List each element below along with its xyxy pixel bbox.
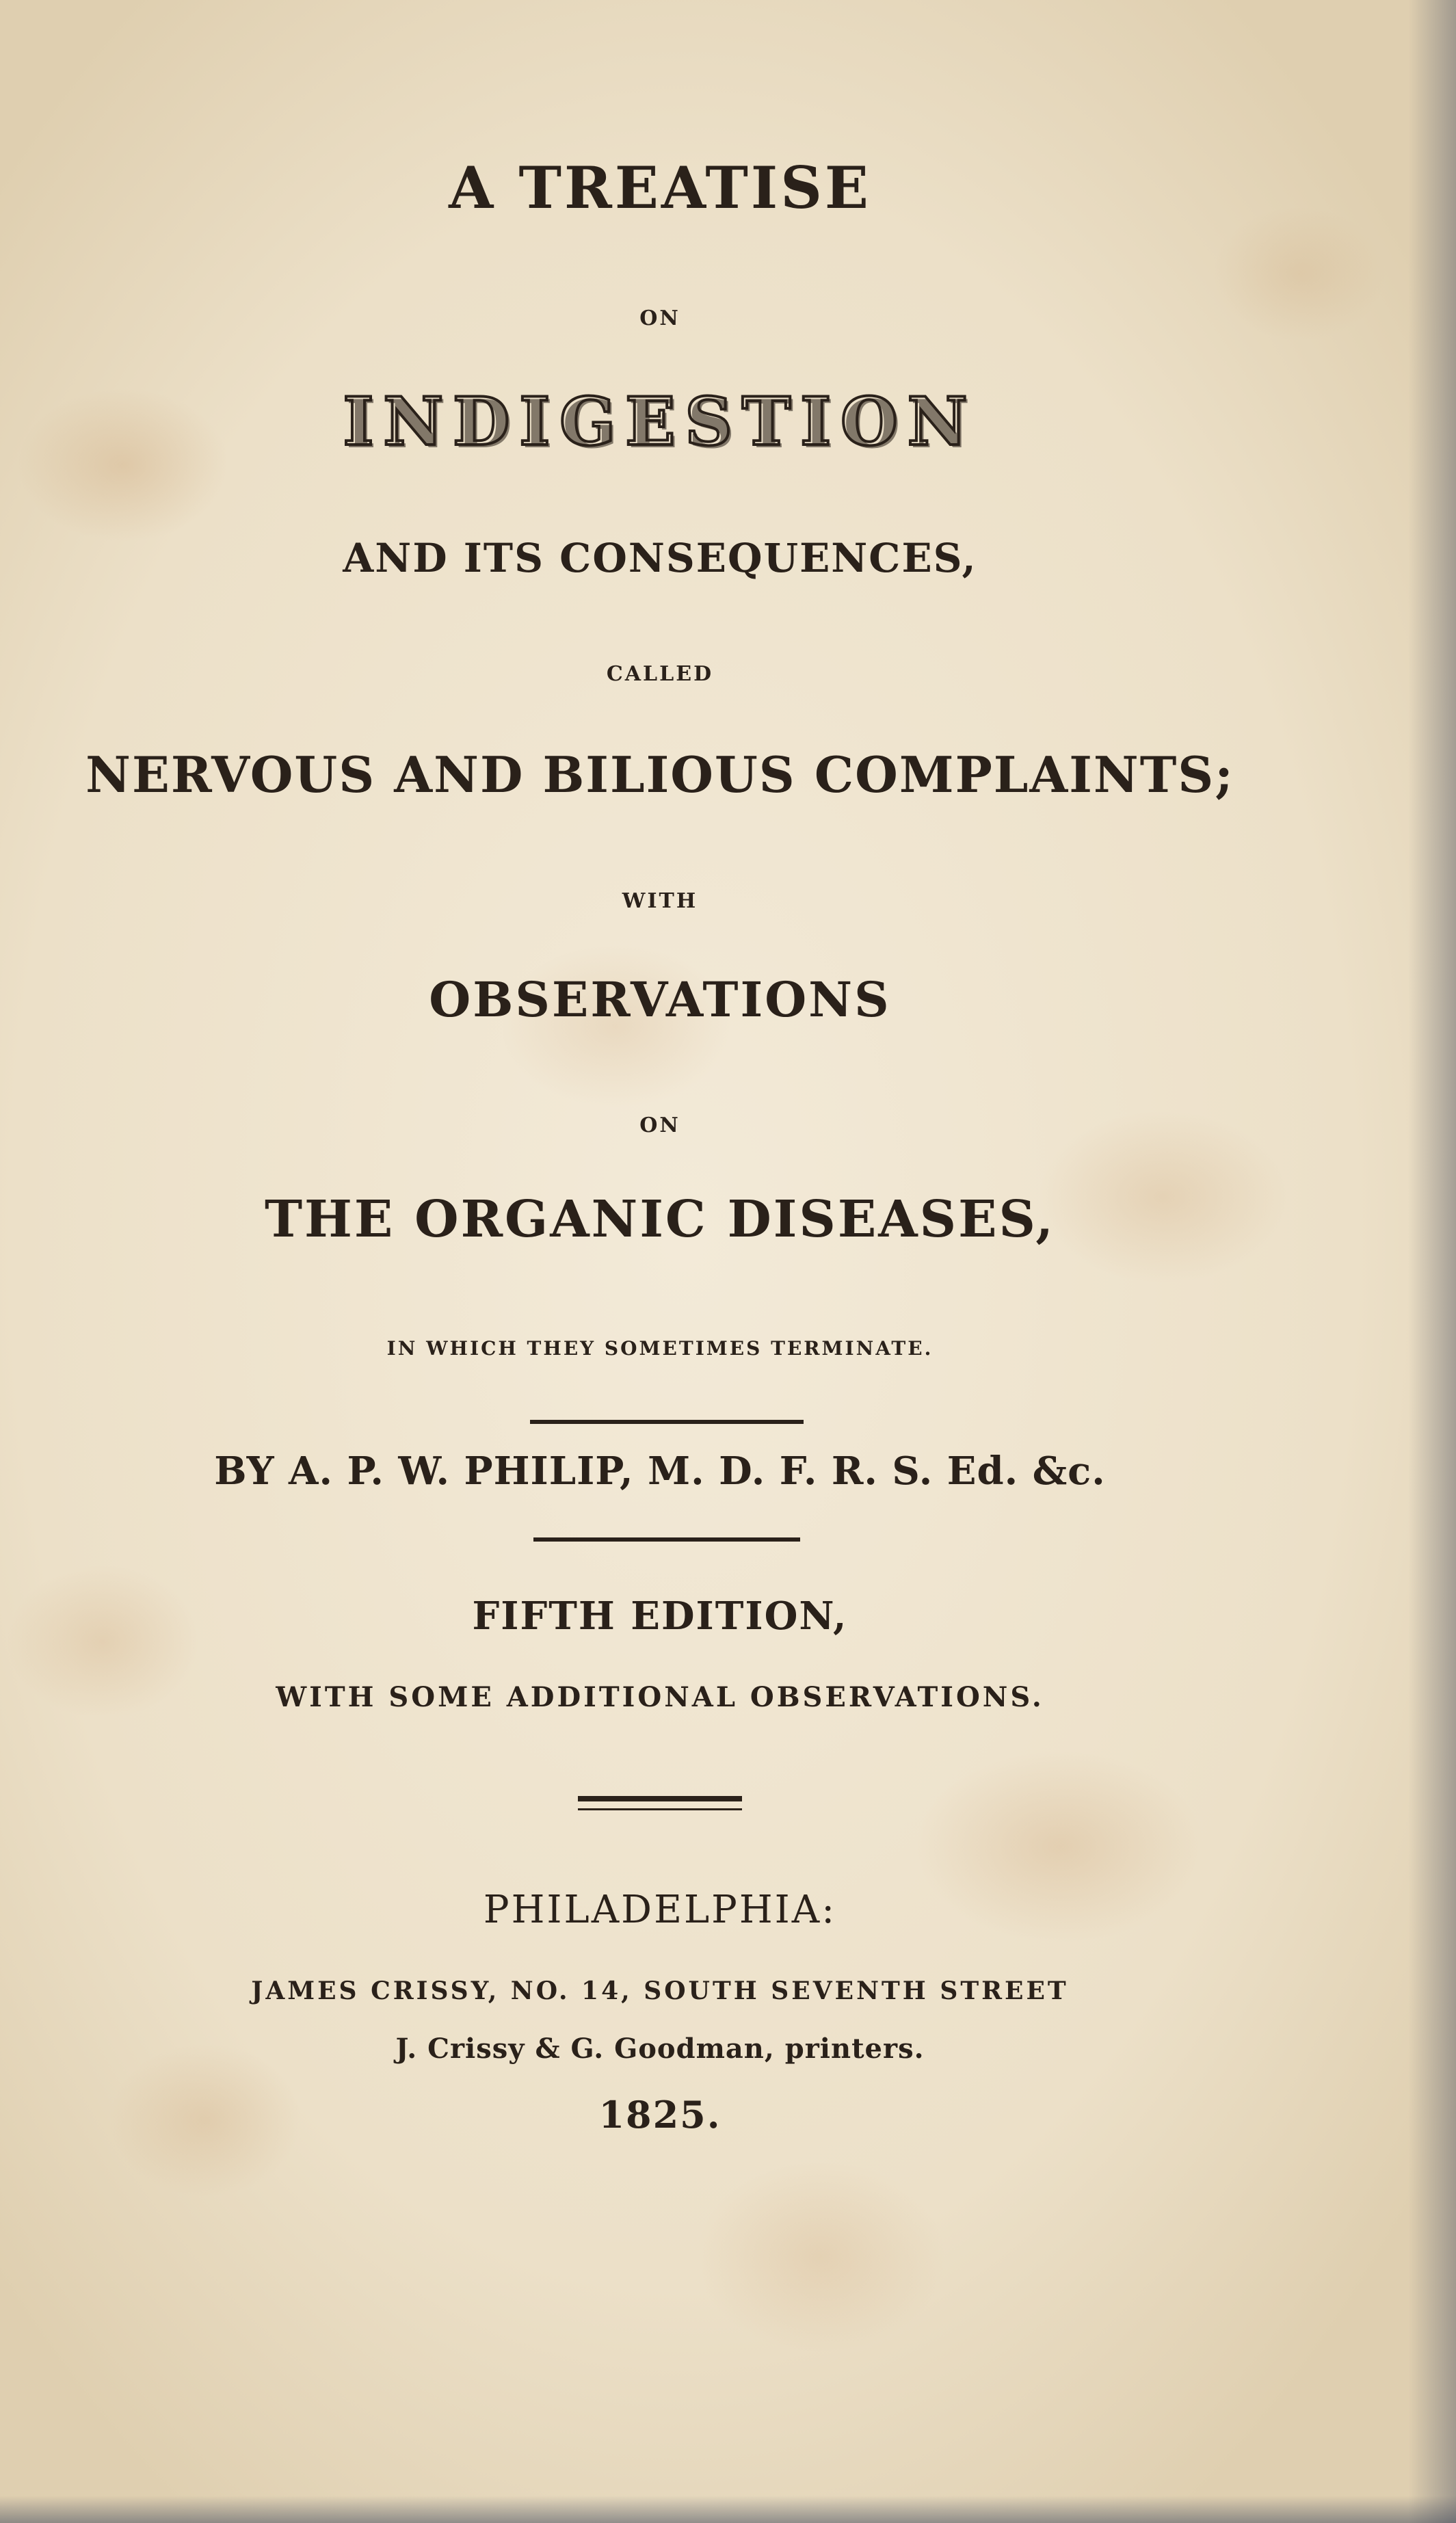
book-subject: INDIGESTION [343, 383, 977, 460]
author-line: BY A. P. W. PHILIP, M. D. F. R. S. Ed. &c. [214, 1449, 1106, 1494]
book-title: A TREATISE [449, 154, 871, 222]
connector-on: ON [639, 306, 680, 330]
imprint-publisher: JAMES CRISSY, NO. 14, SOUTH SEVENTH STREET [251, 1977, 1069, 2005]
double-rule-thin [578, 1808, 742, 1810]
double-rule-thick [578, 1796, 742, 1801]
subtitle-complaints: NERVOUS AND BILIOUS COMPLAINTS; [85, 745, 1234, 804]
divider-rule-bottom [533, 1537, 800, 1542]
additional-observations-line: WITH SOME ADDITIONAL OBSERVATIONS. [276, 1681, 1044, 1713]
connector-on-2: ON [639, 1113, 680, 1137]
connector-with: WITH [622, 889, 698, 913]
imprint-city: PHILADELPHIA: [483, 1888, 837, 1932]
page-bottom-edge [0, 2496, 1456, 2523]
divider-rule-top [530, 1420, 804, 1424]
subtitle-terminate: IN WHICH THEY SOMETIMES TERMINATE. [386, 1337, 934, 1360]
subtitle-diseases: THE ORGANIC DISEASES, [264, 1190, 1056, 1249]
imprint-year: 1825. [598, 2093, 722, 2137]
imprint-printers: J. Crissy & G. Goodman, printers. [395, 2033, 925, 2065]
book-spine-edge [1408, 0, 1456, 2523]
connector-called: CALLED [606, 662, 714, 686]
edition-line: FIFTH EDITION, [472, 1594, 848, 1639]
subtitle-observations: OBSERVATIONS [429, 971, 891, 1028]
subtitle-consequences: AND ITS CONSEQUENCES, [343, 535, 977, 581]
